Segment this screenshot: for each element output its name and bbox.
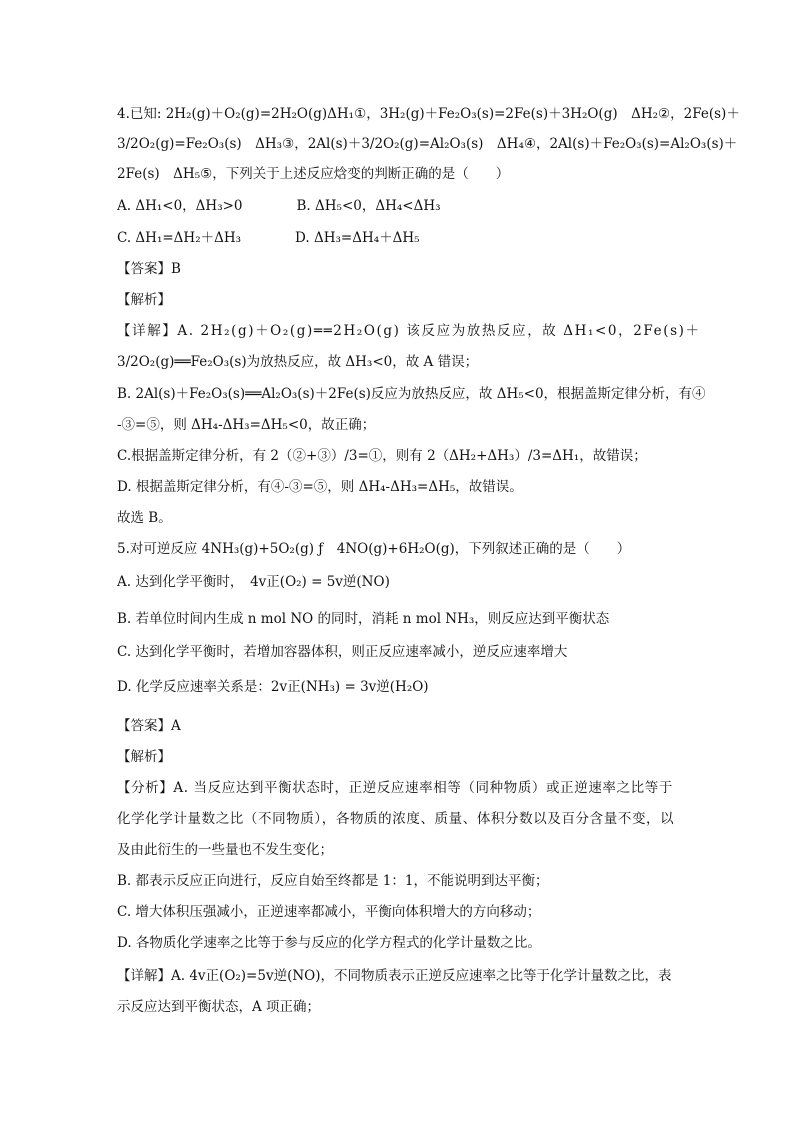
q4-stem-line-3: 2Fe(s) ΔH₅⑤，下列关于上述反应焓变的判断正确的是（ ） <box>117 166 510 182</box>
q5-analysis-line-1: 【分析】A. 当反应达到平衡状态时，正逆反应速率相等（同种物质）或正逆速率之比等于 <box>117 780 673 796</box>
q5-option-a: A. 达到化学平衡时， 4v正(O₂) = 5v逆(NO) <box>117 574 390 590</box>
q5-detail-line-1: 【详解】A. 4v正(O₂)=5v逆(NO)，不同物质表示正逆反应速率之比等于化学计量数之比，表 <box>117 968 672 984</box>
q5-analysis-line-5: C. 增大体积压强减小，正逆速率都减小，平衡向体积增大的方向移动； <box>117 904 541 920</box>
q5-analysis-line-4: B. 都表示反应正向进行，反应自始至终都是 1：1，不能说明到达平衡； <box>117 873 549 889</box>
q4-detail-line-4: -③=⑤，则 ΔH₄-ΔH₃=ΔH₅<0，故正确； <box>117 417 376 433</box>
q5-answer: 【答案】A <box>117 718 181 734</box>
q4-detail-line-1: 【详解】A. 2H₂(g)＋O₂(g)══2H₂O(g) 该反应为放热反应，故 ΔH₁<0，2Fe(s)＋ <box>117 323 701 339</box>
q5-analysis-line-3: 及由此衍生的一些量也不发生变化； <box>117 842 333 858</box>
q5-analysis-heading: 【解析】 <box>117 749 171 765</box>
q4-answer: 【答案】B <box>117 261 181 277</box>
q4-analysis-heading: 【解析】 <box>117 292 171 308</box>
q5-stem: 5.对可逆反应 4NH₃(g)+5O₂(g) ƒ 4NO(g)+6H₂O(g)，下列叙述正确的是（ ） <box>117 541 631 557</box>
q5-analysis-line-6: D. 各物质化学速率之比等于参与反应的化学方程式的化学计量数之比。 <box>117 935 541 951</box>
q4-option-ab: A. ΔH₁<0，ΔH₃>0 B. ΔH₅<0，ΔH₄<ΔH₃ <box>117 198 441 214</box>
q5-option-c: C. 达到化学平衡时，若增加容器体积，则正反应速率减小，逆反应速率增大 <box>117 644 568 660</box>
q5-analysis-line-2: 化学化学计量数之比（不同物质），各物质的浓度、质量、体积分数以及百分含量不变，以 <box>117 811 675 827</box>
q4-conclusion: 故选 B。 <box>117 510 172 526</box>
q4-detail-line-5: C.根据盖斯定律分析，有 2（②+③）/3=①，则有 2（ΔH₂+ΔH₃）/3=ΔH₁，故错误； <box>117 448 647 464</box>
q4-stem-line-1: 4.已知: 2H₂(g)＋O₂(g)=2H₂O(g)ΔH₁①，3H₂(g)＋Fe₂O₃(s)=2Fe(s)＋3H₂O(g) ΔH₂②，2Fe(s)＋ <box>117 106 740 122</box>
q4-stem-line-2: 3/2O₂(g)=Fe₂O₃(s) ΔH₃③，2Al(s)＋3/2O₂(g)=Al₂O₃(s) ΔH₄④，2Al(s)＋Fe₂O₃(s)=Al₂O₃(s)＋ <box>117 136 738 152</box>
q5-option-b: B. 若单位时间内生成 n mol NO 的同时，消耗 n mol NH₃，则反应达到平衡状态 <box>117 611 610 627</box>
q4-option-cd: C. ΔH₁=ΔH₂＋ΔH₃ D. ΔH₃=ΔH₄＋ΔH₅ <box>117 230 420 246</box>
q4-detail-line-2: 3/2O₂(g)══Fe₂O₃(s)为放热反应，故 ΔH₃<0，故 A 错误； <box>117 354 479 370</box>
q5-detail-line-2: 示反应达到平衡状态，A 项正确； <box>117 999 321 1015</box>
q4-detail-line-6: D. 根据盖斯定律分析，有④-③=⑤，则 ΔH₄-ΔH₃=ΔH₅，故错误。 <box>117 479 523 495</box>
q4-detail-line-3: B. 2Al(s)＋Fe₂O₃(s)══Al₂O₃(s)＋2Fe(s)反应为放热反应，故 ΔH₅<0，根据盖斯定律分析，有④ <box>117 386 706 402</box>
q5-option-d: D. 化学反应速率关系是：2v正(NH₃) = 3v逆(H₂O) <box>117 679 429 695</box>
